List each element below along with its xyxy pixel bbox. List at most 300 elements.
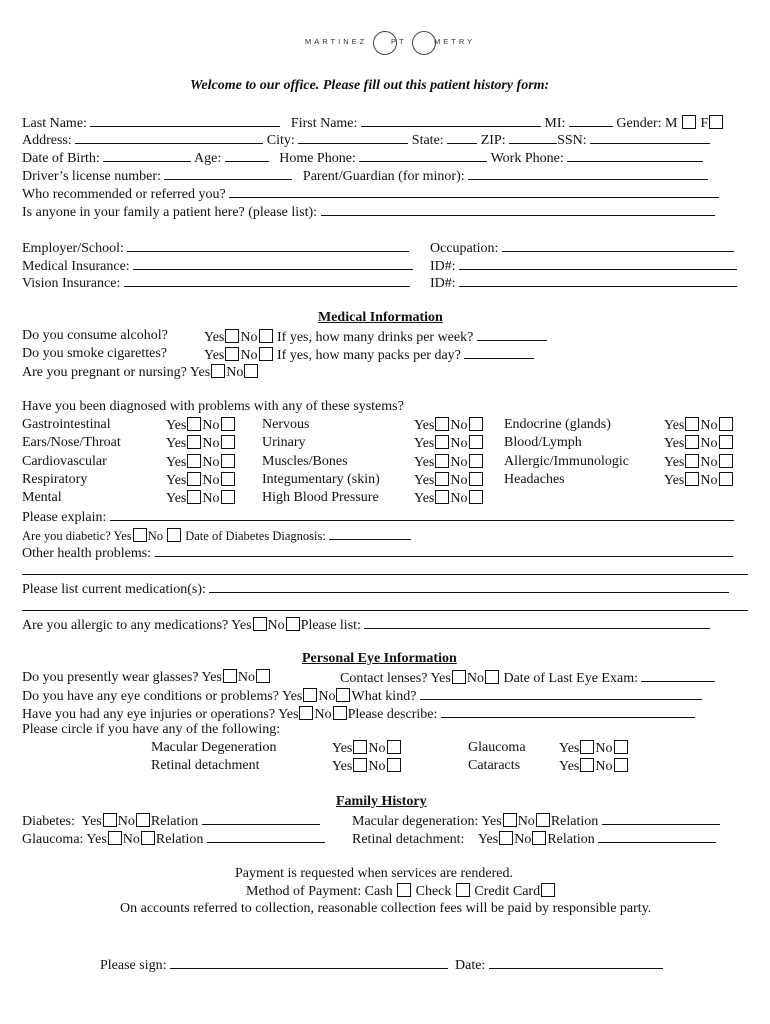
yes-label: Yes [204,330,225,345]
gender-label: Gender: M [616,116,678,131]
last-name-label: Last Name: [22,116,87,131]
condition-retinal[interactable]: Retinal detachment [151,758,260,773]
no-checkbox[interactable] [614,740,628,754]
system-blood: Blood/Lymph [504,435,582,450]
alcohol-question: Do you consume alcohol? [22,328,168,343]
condition-cataracts[interactable]: Cataracts [468,758,521,773]
system-skin: Integumentary (skin) [262,472,380,487]
zip-label: ZIP: [480,133,506,148]
no-checkbox[interactable] [221,417,235,431]
cash-checkbox[interactable] [397,883,411,897]
no-checkbox[interactable] [469,490,483,504]
other-problems-label: Other health problems: [22,546,152,561]
relation-label: Relation [150,814,199,829]
no-checkbox[interactable] [469,472,483,486]
yes-label: Yes [201,670,222,685]
yes-checkbox[interactable] [685,454,699,468]
allergy-list-field[interactable] [364,616,710,629]
no-label: No [514,832,532,847]
family-macular-row [352,812,720,830]
no-label: No [314,707,332,722]
no-label: No [450,455,468,470]
payment-notice: Payment is requested when services are rendered. [235,866,513,881]
no-checkbox[interactable] [469,435,483,449]
no-checkbox[interactable] [387,740,401,754]
smoke-yes-checkbox[interactable] [225,347,239,361]
no-checkbox[interactable] [614,758,628,772]
no-label: No [450,491,468,506]
no-label: No [450,473,468,488]
no-label: No [202,436,220,451]
alcohol-no-checkbox[interactable] [259,329,273,343]
welcome-heading: Welcome to our office. Please fill out this patient history form: [190,78,550,93]
no-label: No [368,759,386,774]
recommended-label: Who recommended or referred you? [22,187,226,202]
yes-label: Yes [81,814,102,829]
yes-label: Yes [332,759,353,774]
yes-no-gastro [166,417,236,434]
first-name-label: First Name: [290,116,358,131]
yes-no-cardio [166,454,236,471]
yes-label: Yes [414,455,435,470]
yes-label: Yes [189,365,211,380]
last-name-field[interactable] [90,114,280,127]
family-macular-no-checkbox[interactable] [536,813,550,827]
logo-text-1: MARTINEZ [305,37,368,46]
other-problems-field-2[interactable] [22,562,748,575]
vision-insurance-field[interactable] [124,274,410,287]
contacts-question: Contact lenses? [340,671,428,686]
address-label: Address: [22,133,72,148]
city-label: City: [266,133,295,148]
yes-checkbox[interactable] [187,435,201,449]
yes-checkbox[interactable] [685,472,699,486]
no-checkbox[interactable] [719,472,733,486]
gender-f-checkbox[interactable] [709,115,723,129]
guardian-field[interactable] [468,167,708,180]
pregnant-row [22,364,259,381]
retinal-label: Retinal detachment: [352,832,465,847]
yes-no-muscles [414,454,484,471]
system-cardio: Cardiovascular [22,454,107,469]
alcohol-followup: If yes, how many drinks per week? [277,330,474,345]
occupation-field[interactable] [502,239,734,252]
ssn-field[interactable] [590,131,710,144]
allergic-no-checkbox[interactable] [286,617,300,631]
diabetic-no-label: No [147,529,163,543]
address-field[interactable] [75,131,263,144]
alcohol-options [204,328,547,346]
no-checkbox[interactable] [469,454,483,468]
yes-checkbox[interactable] [435,435,449,449]
injuries-row [22,705,695,723]
allergic-question: Are you allergic to any medications? [22,618,229,633]
no-label: No [202,473,220,488]
no-label: No [595,741,613,756]
system-respiratory: Respiratory [22,472,88,487]
last-exam-field[interactable] [641,669,715,682]
yes-no-allergic [664,454,734,471]
yes-checkbox[interactable] [353,758,367,772]
diagnosed-question: Have you been diagnosed with problems with any of these systems? [22,399,404,414]
collection-notice: On accounts referred to collection, reasonable collection fees will be paid by responsible party. [120,901,652,916]
signature-row [100,956,663,974]
city-field[interactable] [298,131,408,144]
contacts-row [340,669,715,687]
no-label: No [466,671,484,686]
allergic-yes-checkbox[interactable] [253,617,267,631]
yes-label: Yes [414,491,435,506]
pregnant-yes-checkbox[interactable] [211,364,225,378]
family-diabetes-yes-checkbox[interactable] [103,813,117,827]
family-diabetes-row [22,812,320,830]
medications-field-2[interactable] [22,598,748,611]
yes-checkbox[interactable] [353,740,367,754]
family-retinal-yes-checkbox[interactable] [499,831,513,845]
no-label: No [267,618,285,633]
yes-no-skin [414,472,484,489]
row-family-patient [22,203,715,221]
yes-label: Yes [664,455,685,470]
glasses-no-checkbox[interactable] [256,669,270,683]
no-label: No [700,418,718,433]
retinal-relation-field[interactable] [598,830,716,843]
smoke-options [204,346,534,364]
ssn-label: SSN: [557,133,587,148]
yes-no-ent [166,435,236,452]
yes-no-endocrine [664,417,734,434]
yes-label: Yes [86,832,107,847]
gender-m-checkbox[interactable] [682,115,696,129]
diabetic-question: Are you diabetic? Yes [22,529,132,543]
family-diabetes-no-checkbox[interactable] [136,813,150,827]
no-label: No [595,759,613,774]
yes-label: Yes [664,436,685,451]
yes-label: Yes [166,455,187,470]
yes-label: Yes [481,814,502,829]
family-glaucoma-row [22,830,325,848]
no-checkbox[interactable] [221,472,235,486]
macular-relation-field[interactable] [602,812,720,825]
conditions-row [22,687,702,705]
conditions-yes-checkbox[interactable] [303,688,317,702]
medications-label: Please list current medication(s): [22,582,206,597]
signature-date-field[interactable] [489,956,663,969]
medical-id-field[interactable] [459,257,737,270]
no-label: No [368,741,386,756]
family-history-heading: Family History [336,794,427,809]
no-label: No [202,418,220,433]
license-label: Driver’s license number: [22,169,161,184]
drinks-per-week-field[interactable] [477,328,547,341]
yes-no-hbp [414,490,484,507]
yes-checkbox[interactable] [435,490,449,504]
system-nervous: Nervous [262,417,310,432]
yes-checkbox[interactable] [435,472,449,486]
no-label: No [700,473,718,488]
system-endocrine: Endocrine (glands) [504,417,611,432]
diabetic-yes-checkbox[interactable] [133,528,147,542]
system-mental: Mental [22,490,62,505]
check-checkbox[interactable] [456,883,470,897]
row-vision-id [430,274,737,292]
system-muscles: Muscles/Bones [262,454,348,469]
date-label: Date: [455,958,486,973]
yes-no-macular [332,740,402,757]
family-patient-label: Is anyone in your family a patient here? (please list): [22,205,318,220]
system-hbp: High Blood Pressure [262,490,379,505]
row-dob [22,149,703,167]
please-list-label: Please list: [300,618,361,633]
home-phone-field[interactable] [359,149,487,162]
system-headaches: Headaches [504,472,565,487]
logo-text-2: PT [391,37,407,46]
describe-field[interactable] [441,705,695,718]
yes-checkbox[interactable] [580,758,594,772]
family-macular-yes-checkbox[interactable] [503,813,517,827]
medications-row [22,580,729,598]
yes-no-headaches [664,472,734,489]
what-kind-field[interactable] [420,687,702,700]
no-checkbox[interactable] [221,490,235,504]
row-license [22,167,708,185]
no-label: No [240,330,258,345]
yes-label: Yes [204,348,225,363]
yes-label: Yes [414,436,435,451]
medications-field[interactable] [209,580,729,593]
conditions-question: Do you have any eye conditions or problems? [22,689,279,704]
state-field[interactable] [447,131,477,144]
yes-checkbox[interactable] [435,417,449,431]
no-label: No [202,491,220,506]
yes-label: Yes [166,436,187,451]
relation-label: Relation [547,832,595,847]
logo-text-3: METRY [434,37,476,46]
system-urinary: Urinary [262,435,306,450]
smoke-question: Do you smoke cigarettes? [22,346,168,361]
dob-field[interactable] [103,149,191,162]
yes-checkbox[interactable] [435,454,449,468]
no-label: No [240,348,258,363]
family-patient-field[interactable] [321,203,715,216]
medical-info-heading: Medical Information [318,310,443,325]
row-vision-insurance [22,274,410,292]
glasses-question: Do you presently wear glasses? [22,670,199,685]
please-sign-label: Please sign: [100,958,167,973]
yes-no-retinal [332,758,402,775]
allergy-row [22,616,710,634]
no-checkbox[interactable] [221,435,235,449]
condition-macular[interactable]: Macular Degeneration [151,740,277,755]
injuries-yes-checkbox[interactable] [299,706,313,720]
glasses-yes-checkbox[interactable] [223,669,237,683]
describe-label: Please describe: [347,707,438,722]
yes-label: Yes [559,759,580,774]
diabetic-row [22,527,411,544]
medical-insurance-label: Medical Insurance: [22,259,130,274]
yes-label: Yes [664,473,685,488]
yes-checkbox[interactable] [187,454,201,468]
yes-no-glaucoma [559,740,629,757]
recommended-field[interactable] [229,185,719,198]
pregnant-no-checkbox[interactable] [244,364,258,378]
no-checkbox[interactable] [221,454,235,468]
zip-field[interactable] [509,131,557,144]
gender-f-label: F [700,116,709,131]
employer-label: Employer/School: [22,241,124,256]
please-explain-field[interactable] [110,508,734,521]
injuries-no-checkbox[interactable] [333,706,347,720]
eye-info-heading: Personal Eye Information [302,651,457,666]
dob-label: Date of Birth: [22,151,100,166]
last-exam-label: Date of Last Eye Exam: [503,671,638,686]
first-name-field[interactable] [361,114,541,127]
yes-no-respiratory [166,472,236,489]
vision-insurance-label: Vision Insurance: [22,276,121,291]
row-occupation [430,239,734,257]
yes-label: Yes [664,418,685,433]
vision-id-field[interactable] [459,274,737,287]
diabetes-date-label: Date of Diabetes Diagnosis: [185,529,326,543]
payment-method-row [246,883,556,900]
other-problems-field[interactable] [155,544,733,557]
work-phone-field[interactable] [567,149,703,162]
work-phone-label: Work Phone: [490,151,564,166]
yes-no-urinary [414,435,484,452]
condition-glaucoma[interactable]: Glaucoma [468,740,526,755]
system-ent: Ears/Nose/Throat [22,435,121,450]
yes-no-blood [664,435,734,452]
yes-checkbox[interactable] [187,417,201,431]
practice-logo [300,30,480,56]
no-label: No [122,832,140,847]
alcohol-yes-checkbox[interactable] [225,329,239,343]
no-label: No [450,418,468,433]
family-glaucoma-no-checkbox[interactable] [141,831,155,845]
state-label: State: [411,133,444,148]
yes-label: Yes [477,832,499,847]
yes-label: Yes [231,618,252,633]
relation-label: Relation [550,814,599,829]
no-label: No [237,670,255,685]
row-name [22,114,724,132]
medications-line2 [22,598,748,616]
yes-label: Yes [278,707,299,722]
row-employer [22,239,409,257]
family-retinal-no-checkbox[interactable] [532,831,546,845]
yes-label: Yes [430,671,451,686]
age-label: Age: [194,151,222,166]
mi-label: MI: [544,116,566,131]
packs-per-day-field[interactable] [464,346,534,359]
row-medical-insurance [22,257,413,275]
family-retinal-row [352,830,716,848]
no-label: No [700,455,718,470]
yes-checkbox[interactable] [580,740,594,754]
no-label: No [226,365,244,380]
diabetic-no-checkbox[interactable] [167,528,181,542]
conditions-no-checkbox[interactable] [336,688,350,702]
occupation-label: Occupation: [430,241,499,256]
smoke-followup: If yes, how many packs per day? [277,348,461,363]
yes-no-mental [166,490,236,507]
yes-checkbox[interactable] [685,417,699,431]
yes-no-cataracts [559,758,629,775]
other-problems-line2 [22,562,748,580]
pregnant-question: Are you pregnant or nursing? [22,365,187,380]
medical-insurance-field[interactable] [133,257,413,270]
row-address [22,131,710,149]
no-checkbox[interactable] [719,454,733,468]
relation-label: Relation [155,832,204,847]
row-recommended [22,185,719,203]
diabetes-relation-field[interactable] [202,812,320,825]
row-medical-id [430,257,737,275]
no-checkbox[interactable] [719,435,733,449]
medical-id-label: ID#: [430,259,456,274]
no-checkbox[interactable] [387,758,401,772]
no-checkbox[interactable] [469,417,483,431]
yes-checkbox[interactable] [685,435,699,449]
age-field[interactable] [225,149,269,162]
no-label: No [202,455,220,470]
credit-card-label: Credit Card [474,884,541,899]
cash-label: Cash [364,884,393,899]
yes-label: Yes [414,418,435,433]
contacts-yes-checkbox[interactable] [452,670,466,684]
no-label: No [318,689,336,704]
signature-field[interactable] [170,956,448,969]
mi-field[interactable] [569,114,613,127]
vision-id-label: ID#: [430,276,456,291]
no-label: No [700,436,718,451]
guardian-label: Parent/Guardian (for minor): [302,169,465,184]
yes-checkbox[interactable] [187,490,201,504]
injuries-question: Have you had any eye injuries or operations? [22,707,276,722]
logo-ring-right [412,31,436,55]
macular-label: Macular degeneration: [352,814,479,829]
glasses-row [22,669,271,686]
system-gastro: Gastrointestinal [22,417,111,432]
yes-checkbox[interactable] [187,472,201,486]
contacts-no-checkbox[interactable] [485,670,499,684]
explain-row [22,508,734,526]
smoke-no-checkbox[interactable] [259,347,273,361]
yes-label: Yes [281,689,303,704]
what-kind-label: What kind? [351,689,417,704]
glaucoma-relation-field[interactable] [207,830,325,843]
yes-label: Yes [166,473,187,488]
other-problems-row [22,544,733,562]
employer-field[interactable] [127,239,409,252]
payment-method-label: Method of Payment: [246,884,362,899]
system-allergic: Allergic/Immunologic [504,454,629,469]
diabetes-label: Diabetes: [22,814,75,829]
glaucoma-label: Glaucoma: [22,832,84,847]
yes-label: Yes [332,741,353,756]
yes-label: Yes [166,418,187,433]
no-label: No [450,436,468,451]
no-checkbox[interactable] [719,417,733,431]
credit-card-checkbox[interactable] [541,883,555,897]
yes-label: Yes [559,741,580,756]
family-glaucoma-yes-checkbox[interactable] [108,831,122,845]
no-label: No [517,814,535,829]
home-phone-label: Home Phone: [279,151,356,166]
yes-label: Yes [414,473,435,488]
license-field[interactable] [164,167,292,180]
diabetes-date-field[interactable] [329,527,411,540]
